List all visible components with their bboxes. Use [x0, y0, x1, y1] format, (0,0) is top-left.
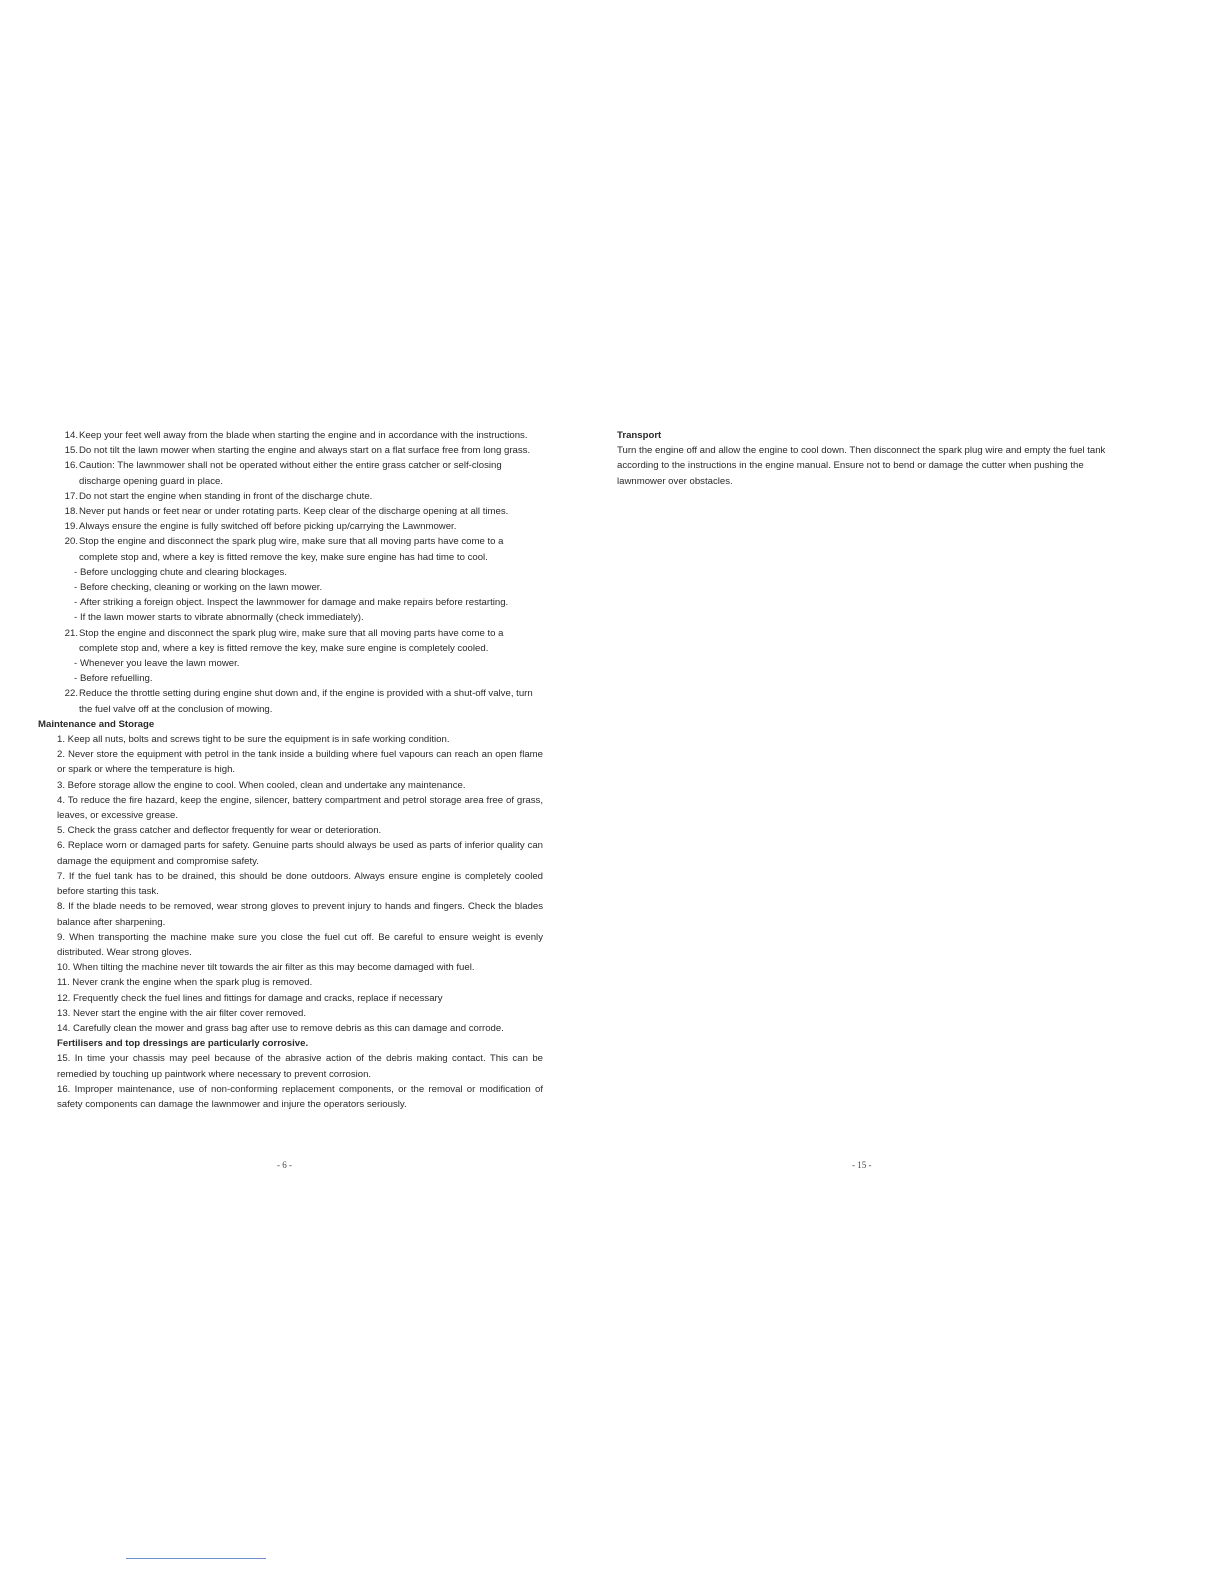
safety-subitem-text: Before checking, cleaning or working on the lawn mower.: [80, 582, 323, 594]
safety-subitem-text: Before unclogging chute and clearing blockages.: [80, 566, 287, 578]
safety-item-text: Caution: The lawnmower shall not be operated without either the entire grass catcher or self-closing discharge opening guard in place.: [79, 460, 502, 487]
safety-item-text: Reduce the throttle setting during engine shut down and, if the engine is provided with a shut-off valve, turn the fuel valve off at the conclusion of mowing.: [79, 688, 533, 715]
left-page-number: - 6 -: [277, 1160, 292, 1170]
safety-item-number: 16.: [64, 460, 78, 472]
maintenance-heading: Maintenance and Storage: [38, 718, 155, 730]
maintenance-item: 13. Never start the engine with the air filter cover removed.: [57, 1007, 307, 1019]
safety-subitem: [38, 595, 543, 610]
safety-item-number: 21.: [64, 627, 78, 639]
safety-item: [38, 458, 543, 488]
safety-subitem: [38, 656, 543, 671]
safety-item-number: 14.: [64, 430, 78, 441]
maintenance-list: [38, 732, 543, 1036]
safety-item-number: 17.: [64, 490, 78, 502]
safety-instructions-list: [38, 428, 543, 717]
safety-subitem: [38, 580, 543, 595]
safety-item: [38, 519, 543, 534]
maintenance-item: 5. Check the grass catcher and deflector frequently for wear or deterioration.: [57, 825, 382, 837]
footer-divider: [126, 1558, 266, 1559]
safety-subitem-text: Before refuelling.: [80, 673, 153, 685]
safety-item: [38, 504, 543, 519]
maintenance-item: 10. When tilting the machine never tilt towards the air filter as this may become damaged with fuel.: [57, 962, 475, 974]
safety-subitem-text: After striking a foreign object. Inspect the lawnmower for damage and make repairs before restarting.: [80, 597, 509, 609]
safety-item: [38, 534, 543, 564]
maintenance-item: 4. To reduce the fire hazard, keep the engine, silencer, battery compartment and petrol storage area free of grass, leaves, or excessive grease.: [57, 794, 543, 822]
maintenance-item: 7. If the fuel tank has to be drained, this should be done outdoors. Always ensure engine is completely cooled before starting this task.: [57, 870, 543, 898]
safety-item: [38, 428, 543, 443]
safety-item-number: 19.: [64, 521, 78, 533]
transport-body: Turn the engine off and allow the engine to cool down. Then disconnect the spark plug wire and empty the fuel tank according to the instructions in the engine manual. Ensure not to bend or damage the cutter when pushing the lawnmower over obstacles.: [617, 445, 1106, 487]
bullet-dash: -: [74, 597, 78, 609]
bullet-dash: -: [74, 582, 78, 594]
maintenance-item: 9. When transporting the machine make sure you close the fuel cut off. Be careful to ensure weight is evenly distributed. Wear strong gloves.: [57, 931, 543, 958]
safety-subitem-text: If the lawn mower starts to vibrate abnormally (check immediately).: [80, 612, 364, 624]
bullet-dash: -: [74, 566, 78, 578]
maintenance-item: 6. Replace worn or damaged parts for safety. Genuine parts should always be used as parts of inferior quality can damage the equipment and compromise safety.: [57, 840, 543, 867]
maintenance-item: 16. Improper maintenance, use of non-conforming replacement components, or the removal or modification of safety components can damage the lawnmower and injure the operators seriously.: [57, 1083, 543, 1110]
maintenance-item: 12. Frequently check the fuel lines and fittings for damage and cracks, replace if necessary: [57, 992, 443, 1004]
safety-subitem: [38, 671, 543, 686]
safety-item-text: Stop the engine and disconnect the spark plug wire, make sure that all moving parts have come to a complete stop and, where a key is fitted remove the key, make sure engine has had time to cool.: [79, 536, 504, 563]
maintenance-item: 2. Never store the equipment with petrol in the tank inside a building where fuel vapours can reach an open flame or spark or where the temperature is high.: [57, 749, 543, 776]
safety-subitem: [38, 610, 543, 625]
safety-item: [38, 443, 543, 458]
safety-item-text: Stop the engine and disconnect the spark plug wire, make sure that all moving parts have come to a complete stop and, where a key is fitted remove the key, make sure engine is completely cooled.: [79, 627, 504, 654]
safety-item-number: 22.: [64, 688, 78, 700]
maintenance-item: 11. Never crank the engine when the spark plug is removed.: [57, 977, 313, 989]
maintenance-item: 14. Carefully clean the mower and grass bag after use to remove debris as this can damage and corrode.: [57, 1022, 504, 1034]
maintenance-item: 1. Keep all nuts, bolts and screws tight to be sure the equipment is in safe working condition.: [57, 734, 450, 746]
safety-item-text: Never put hands or feet near or under rotating parts. Keep clear of the discharge opening at all times.: [79, 506, 509, 518]
maintenance-item: 15. In time your chassis may peel because of the abrasive action of the debris making contact. This can be remedied by touching up paintwork where necessary to prevent corrosion.: [57, 1053, 543, 1080]
safety-subitem-text: Whenever you leave the lawn mower.: [80, 658, 240, 670]
right-page-number: - 15 -: [852, 1160, 872, 1170]
safety-item-number: 18.: [64, 506, 78, 518]
safety-subitem: [38, 565, 543, 580]
maintenance-list-continued: [38, 1051, 543, 1112]
safety-item: [38, 626, 543, 656]
bullet-dash: -: [74, 612, 78, 624]
right-page: [616, 428, 1121, 489]
safety-item: [38, 489, 543, 504]
left-page: [38, 428, 543, 1112]
maintenance-bold-note: Fertilisers and top dressings are particularly corrosive.: [57, 1038, 309, 1050]
safety-item: [38, 686, 543, 716]
safety-item-text: Always ensure the engine is fully switched off before picking up/carrying the Lawnmower.: [79, 521, 457, 533]
bullet-dash: -: [74, 673, 78, 685]
bullet-dash: -: [74, 658, 78, 670]
safety-item-text: Do not start the engine when standing in front of the discharge chute.: [79, 490, 373, 502]
maintenance-item: 3. Before storage allow the engine to cool. When cooled, clean and undertake any maintenance.: [57, 779, 466, 791]
safety-item-text: Do not tilt the lawn mower when starting the engine and always start on a flat surface free from long grass.: [79, 445, 531, 457]
safety-item-text: Keep your feet well away from the blade when starting the engine and in accordance with the instructions.: [79, 430, 528, 441]
safety-item-number: 20.: [64, 536, 78, 548]
transport-heading: Transport: [617, 430, 662, 441]
maintenance-item: 8. If the blade needs to be removed, wear strong gloves to prevent injury to hands and fingers. Check the blades balance after sharpening.: [57, 901, 543, 928]
safety-item-number: 15.: [64, 445, 78, 457]
